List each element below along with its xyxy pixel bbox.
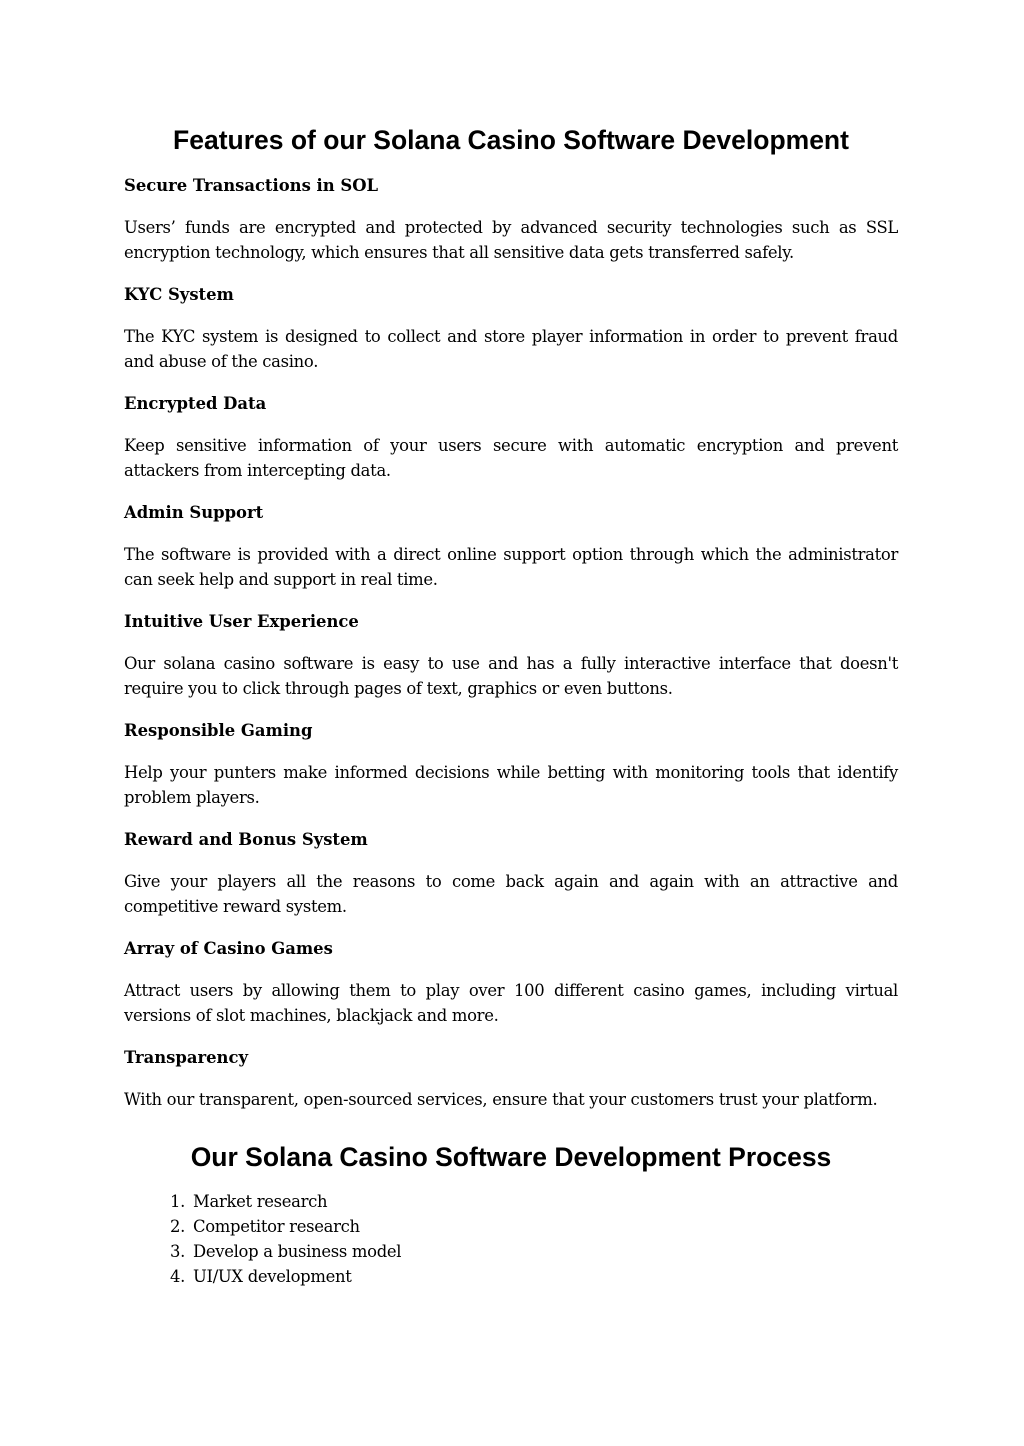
feature-item: [124, 609, 898, 701]
feature-item: [124, 173, 898, 265]
list-item-text: Market research: [193, 1192, 328, 1211]
list-item: [124, 1239, 898, 1264]
feature-description: Attract users by allowing them to play over 100 different casino games, including virtual versions of slot machines, blackjack and more.: [124, 981, 898, 1025]
feature-description: Keep sensitive information of your users secure with automatic encryption and prevent attackers from intercepting data.: [124, 436, 898, 480]
feature-heading: Responsible Gaming: [124, 721, 313, 740]
features-section-title: Features of our Solana Casino Software Development: [173, 125, 849, 155]
feature-description: Give your players all the reasons to come back again and again with an attractive and competitive reward system.: [124, 872, 898, 916]
feature-description: Users’ funds are encrypted and protected by advanced security technologies such as SSL encryption technology, which ensures that all sensitive data gets transferred safely.: [124, 218, 898, 262]
process-section-title: Our Solana Casino Software Development Process: [190, 1142, 832, 1172]
feature-item: [124, 1045, 898, 1112]
feature-item: [124, 282, 898, 374]
list-item-number: 2.: [169, 1217, 185, 1236]
feature-heading: Encrypted Data: [124, 394, 267, 413]
feature-description: The KYC system is designed to collect and store player information in order to prevent fraud and abuse of the casino.: [124, 327, 898, 371]
list-item-text: UI/UX development: [193, 1267, 352, 1286]
document-page: [124, 120, 898, 1289]
feature-heading: Transparency: [124, 1048, 248, 1067]
feature-item: [124, 718, 898, 810]
feature-heading: Admin Support: [124, 503, 264, 522]
list-item: [124, 1214, 898, 1239]
feature-item: [124, 391, 898, 483]
list-item-text: Competitor research: [193, 1217, 360, 1236]
list-item-number: 4.: [169, 1267, 185, 1286]
feature-heading: Reward and Bonus System: [124, 830, 368, 849]
feature-item: [124, 827, 898, 919]
list-item: [124, 1189, 898, 1214]
list-item-number: 1.: [169, 1192, 185, 1211]
list-item-text: Develop a business model: [193, 1242, 402, 1261]
feature-description: Our solana casino software is easy to use and has a fully interactive interface that doesn't require you to click through pages of text, graphics or even buttons.: [124, 654, 898, 698]
feature-heading: KYC System: [124, 285, 234, 304]
list-item: [124, 1264, 898, 1289]
features-list: [124, 173, 898, 1112]
feature-description: With our transparent, open-sourced services, ensure that your customers trust your platform.: [124, 1090, 878, 1109]
feature-heading: Secure Transactions in SOL: [124, 176, 379, 195]
process-steps-list: [124, 1189, 898, 1289]
feature-description: The software is provided with a direct online support option through which the administrator can seek help and support in real time.: [124, 545, 898, 589]
feature-item: [124, 500, 898, 592]
feature-description: Help your punters make informed decisions while betting with monitoring tools that identify problem players.: [124, 763, 898, 807]
feature-heading: Intuitive User Experience: [124, 612, 359, 631]
feature-item: [124, 936, 898, 1028]
list-item-number: 3.: [169, 1242, 185, 1261]
feature-heading: Array of Casino Games: [124, 939, 333, 958]
